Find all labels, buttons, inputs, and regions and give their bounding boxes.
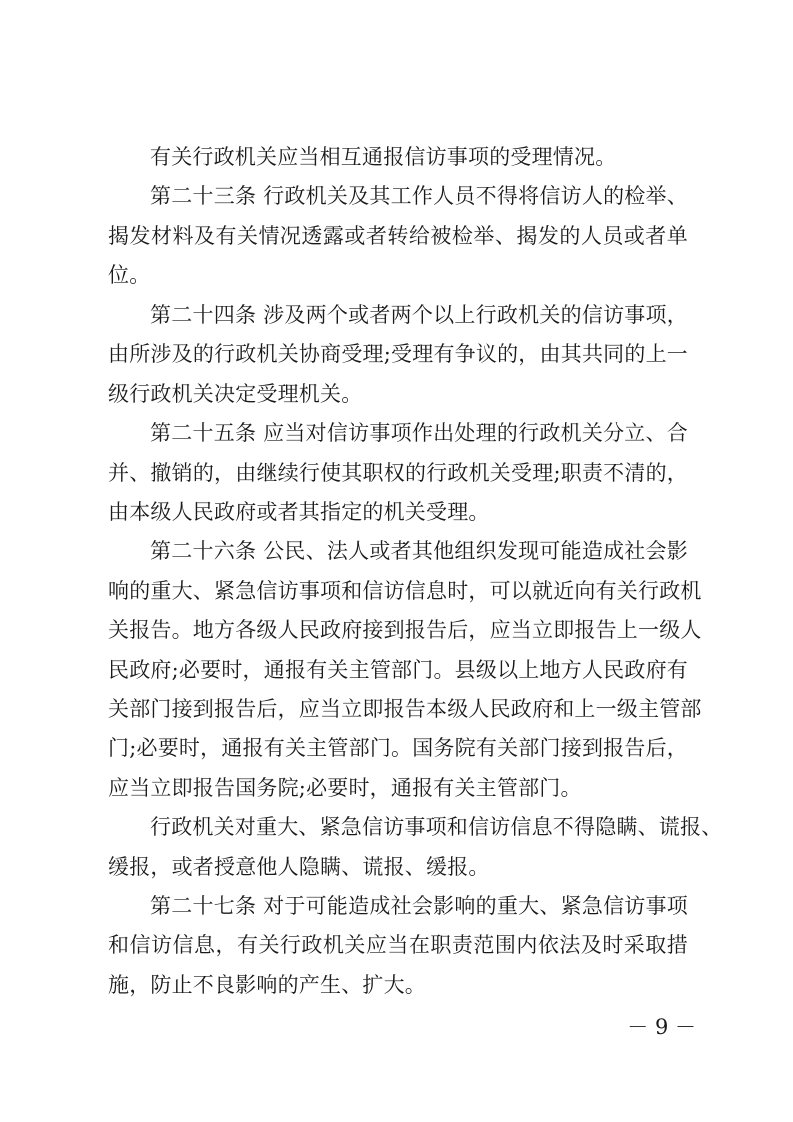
text-line: 有关行政机关应当相互通报信访事项的受理情况。 xyxy=(150,145,617,169)
text-line: 缓报，或者授意他人隐瞒、谎报、缓报。 xyxy=(108,855,490,879)
text-line: 施，防止不良影响的产生、扩大。 xyxy=(108,973,426,997)
text-line: 由本级人民政府或者其指定的机关受理。 xyxy=(108,500,490,524)
text-line: 响的重大、紧急信访事项和信访信息时，可以就近向有关行政机 xyxy=(108,579,702,603)
text-line: 第二十七条 对于可能造成社会影响的重大、紧急信访事项 xyxy=(150,894,688,918)
text-line: 第二十五条 应当对信访事项作出处理的行政机关分立、合 xyxy=(150,421,688,445)
text-line: 民政府;必要时，通报有关主管部门。县级以上地方人民政府有 xyxy=(108,658,688,682)
text-line: 由所涉及的行政机关协商受理;受理有争议的，由其共同的上一 xyxy=(108,342,688,366)
text-line: 位。 xyxy=(108,263,151,287)
text-line: 揭发材料及有关情况透露或者转给被检举、揭发的人员或者单 xyxy=(108,224,688,248)
text-line: 第二十六条 公民、法人或者其他组织发现可能造成社会影 xyxy=(150,539,688,563)
text-line: 第二十四条 涉及两个或者两个以上行政机关的信访事项， xyxy=(150,303,688,327)
text-line: 行政机关对重大、紧急信访事项和信访信息不得隐瞒、谎报、 xyxy=(150,815,723,839)
text-line: 第二十三条 行政机关及其工作人员不得将信访人的检举、 xyxy=(150,184,688,208)
text-line: 和信访信息，有关行政机关应当在职责范围内依法及时采取措 xyxy=(108,933,688,957)
text-line: 关部门接到报告后，应当立即报告本级人民政府和上一级主管部 xyxy=(108,697,702,721)
text-line: 并、撤销的，由继续行使其职权的行政机关受理;职责不清的， xyxy=(108,461,688,485)
page-number: － 9 － xyxy=(627,1015,696,1039)
text-line: 门;必要时，通报有关主管部门。国务院有关部门接到报告后， xyxy=(108,736,688,760)
text-line: 级行政机关决定受理机关。 xyxy=(108,382,363,406)
text-line: 应当立即报告国务院;必要时，通报有关主管部门。 xyxy=(108,776,582,800)
text-line: 关报告。地方各级人民政府接到报告后，应当立即报告上一级人 xyxy=(108,618,702,642)
